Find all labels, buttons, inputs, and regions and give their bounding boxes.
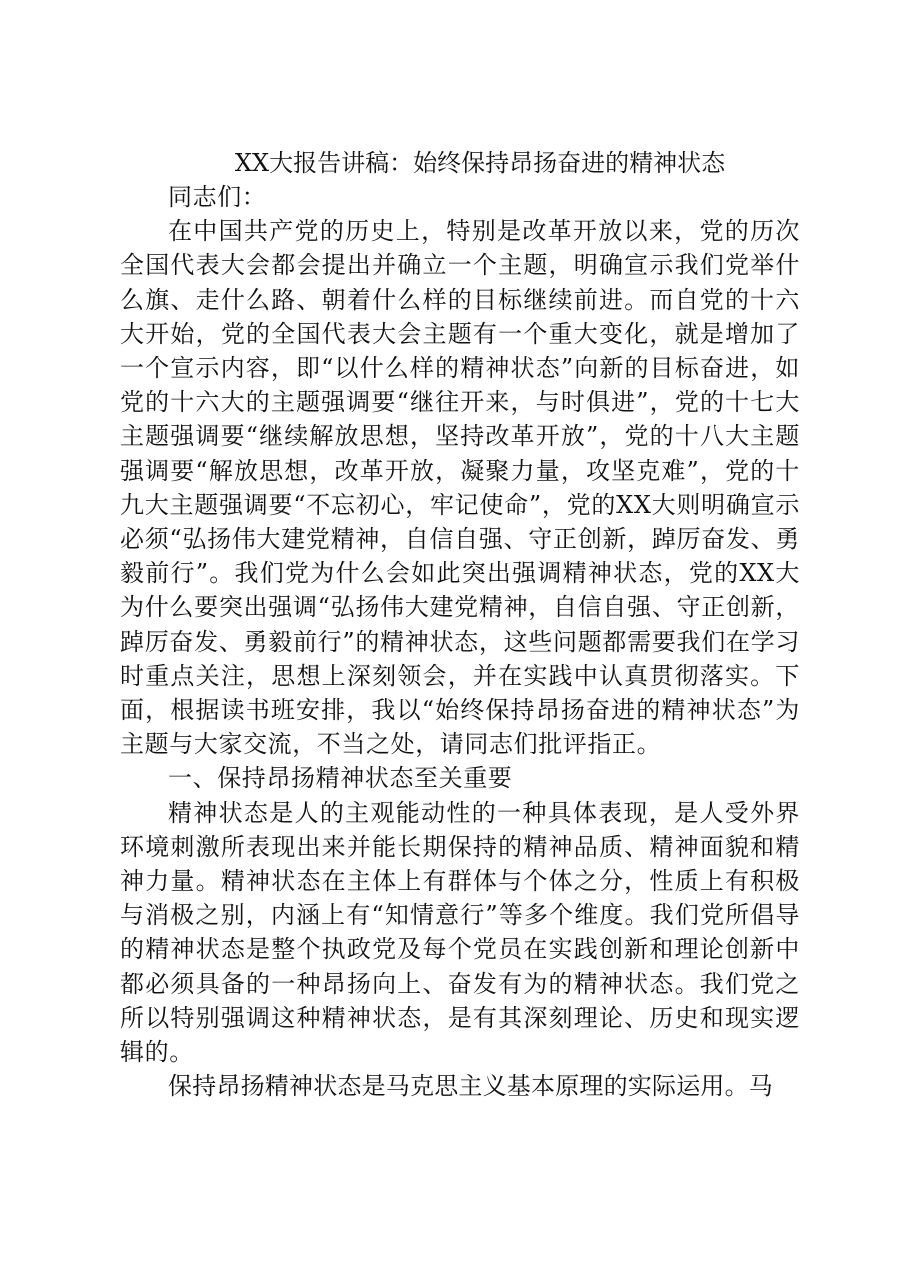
section-heading: 一、保持昂扬精神状态至关重要 [168, 764, 513, 793]
document-title: XX大报告讲稿：始终保持昂扬奋进的精神状态 [234, 149, 726, 177]
salutation: 同志们： [168, 183, 267, 211]
body-paragraph: 在中国共产党的历史上，特别是改革开放以来，党的历次全国代表大会都会提出并确立一个主题，明确宣示我们党举什么旗、走什么路、朝着什么样的目标继续前进。而自党的十六大开始，党的全国代表大会主题有一个重大变化，就是增加了一个宣示内容，即“以什么样的精神状态”向新的目标奋进，如党的十六大的主题强调要“继往开来，与时俱进”，党的十七大主题强调要“继续解放思想，坚持改革开放”，党的十八大主题强调要“解放思想，改革开放，凝聚力量，攻坚克难”，党的十九大主题强调要“不忘初心，牢记使命”，党的XX大则明确宣示必须“弘扬伟大建党精神，自信自强、守正创新，踔厉奋发、勇毅前行”。我们党为什么会如此突出强调精神状态，党的XX大为什么要突出强调“弘扬伟大建党精神，自信自强、守正创新，踔厉奋发、勇毅前行”的精神状态，这些问题都需要我们在学习时重点关注，思想上深刻领会，并在实践中认真贯彻落实。下面，根据读书班安排，我以“始终保持昂扬奋进的精神状态”为主题与大家交流，不当之处，请同志们批评指正。 [120, 217, 800, 759]
body-paragraph: 精神状态是人的主观能动性的一种具体表现，是人受外界环境刺激所表现出来并能长期保持的精神品质、精神面貌和精神力量。精神状态在主体上有群体与个体之分，性质上有积极与消极之别，内涵上有“知情意行”等多个维度。我们党所倡导的精神状态是整个执政党及每个党员在实践创新和理论创新中都必须具备的一种昂扬向上、奋发有为的精神状态。我们党之所以特别强调这种精神状态，是有其深刻理论、历史和现实逻辑的。 [120, 798, 800, 1067]
document-body [120, 146, 800, 1103]
body-paragraph: 保持昂扬精神状态是马克思主义基本原理的实际运用。马 [168, 1072, 773, 1101]
